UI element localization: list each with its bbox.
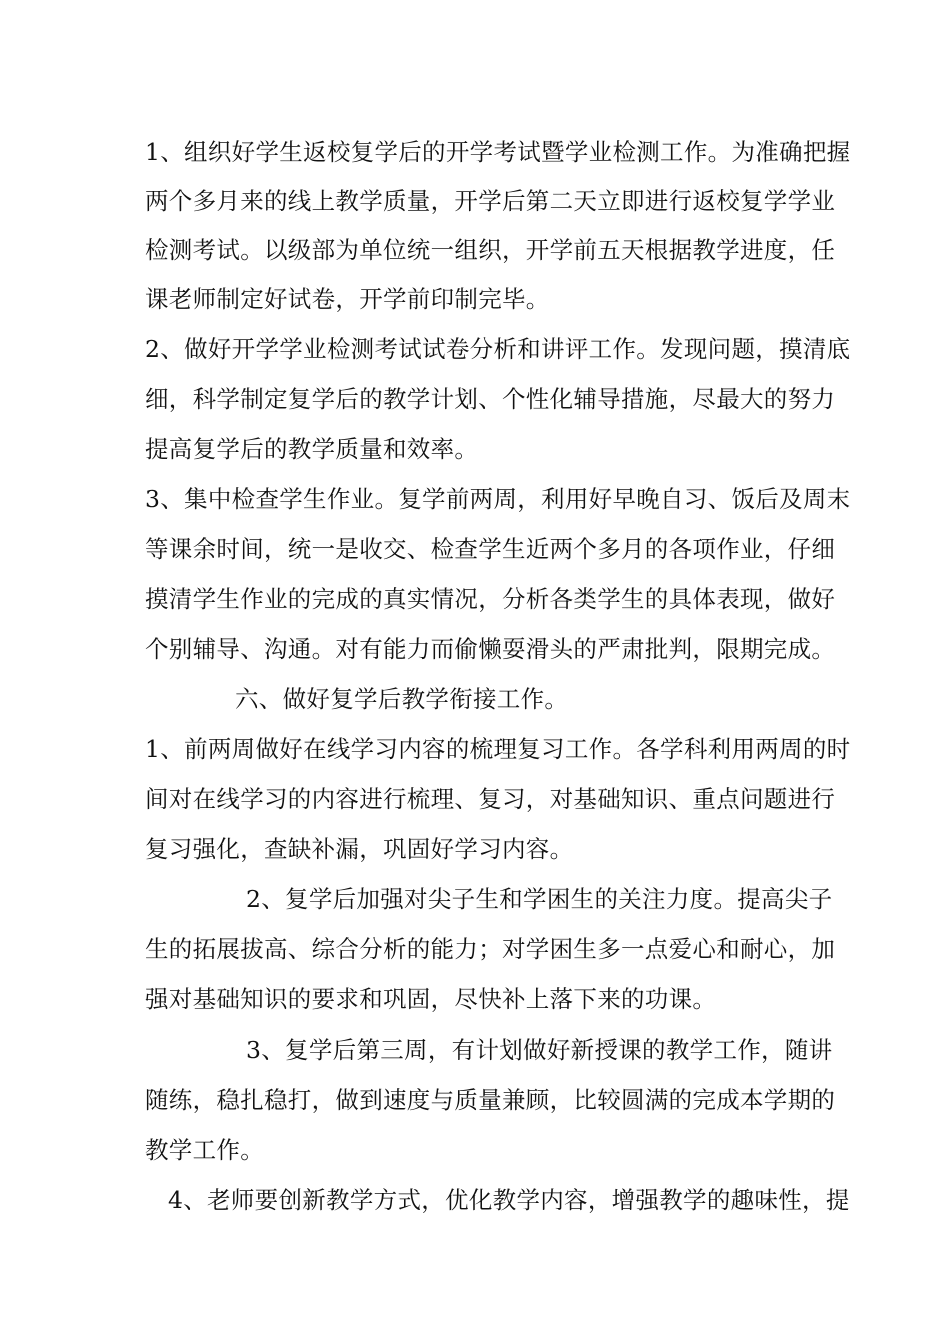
text-line: 随练，稳扎稳打，做到速度与质量兼顾，比较圆满的完成本学期的	[145, 1086, 836, 1114]
text-line: 摸清学生作业的完成的真实情况，分析各类学生的具体表现，做好	[145, 585, 836, 613]
text-line: 4、老师要创新教学方式，优化教学内容，增强教学的趣味性，提	[168, 1186, 850, 1214]
text-line: 1、前两周做好在线学习内容的梳理复习工作。各学科利用两周的时	[145, 735, 851, 763]
text-line: 两个多月来的线上教学质量，开学后第二天立即进行返校复学学业	[145, 187, 836, 215]
text-line: 2、做好开学学业检测考试试卷分析和讲评工作。发现问题，摸清底	[145, 335, 851, 363]
text-line: 教学工作。	[145, 1136, 264, 1164]
text-line: 课老师制定好试卷，开学前印制完毕。	[145, 285, 550, 313]
text-line: 1、组织好学生返校复学后的开学考试暨学业检测工作。为准确把握	[145, 138, 851, 166]
text-line: 3、复学后第三周，有计划做好新授课的教学工作，随讲	[246, 1036, 833, 1064]
section-heading: 六、做好复学后教学衔接工作。	[235, 685, 569, 713]
text-line: 等课余时间，统一是收交、检查学生近两个多月的各项作业，仔细	[145, 535, 836, 563]
text-line: 提高复学后的教学质量和效率。	[145, 435, 479, 463]
text-line: 间对在线学习的内容进行梳理、复习，对基础知识、重点问题进行	[145, 785, 836, 813]
text-line: 生的拓展拔高、综合分析的能力；对学困生多一点爱心和耐心，加	[145, 935, 836, 963]
text-line: 检测考试。以级部为单位统一组织，开学前五天根据教学进度，任	[145, 236, 836, 264]
text-line: 3、集中检查学生作业。复学前两周，利用好早晚自习、饭后及周末	[145, 485, 851, 513]
text-line: 细，科学制定复学后的教学计划、个性化辅导措施，尽最大的努力	[145, 385, 836, 413]
text-line: 2、复学后加强对尖子生和学困生的关注力度。提高尖子	[246, 885, 833, 913]
text-line: 强对基础知识的要求和巩固，尽快补上落下来的功课。	[145, 985, 717, 1013]
text-line: 复习强化，查缺补漏，巩固好学习内容。	[145, 835, 574, 863]
text-line: 个别辅导、沟通。对有能力而偷懒耍滑头的严肃批判，限期完成。	[145, 635, 836, 663]
